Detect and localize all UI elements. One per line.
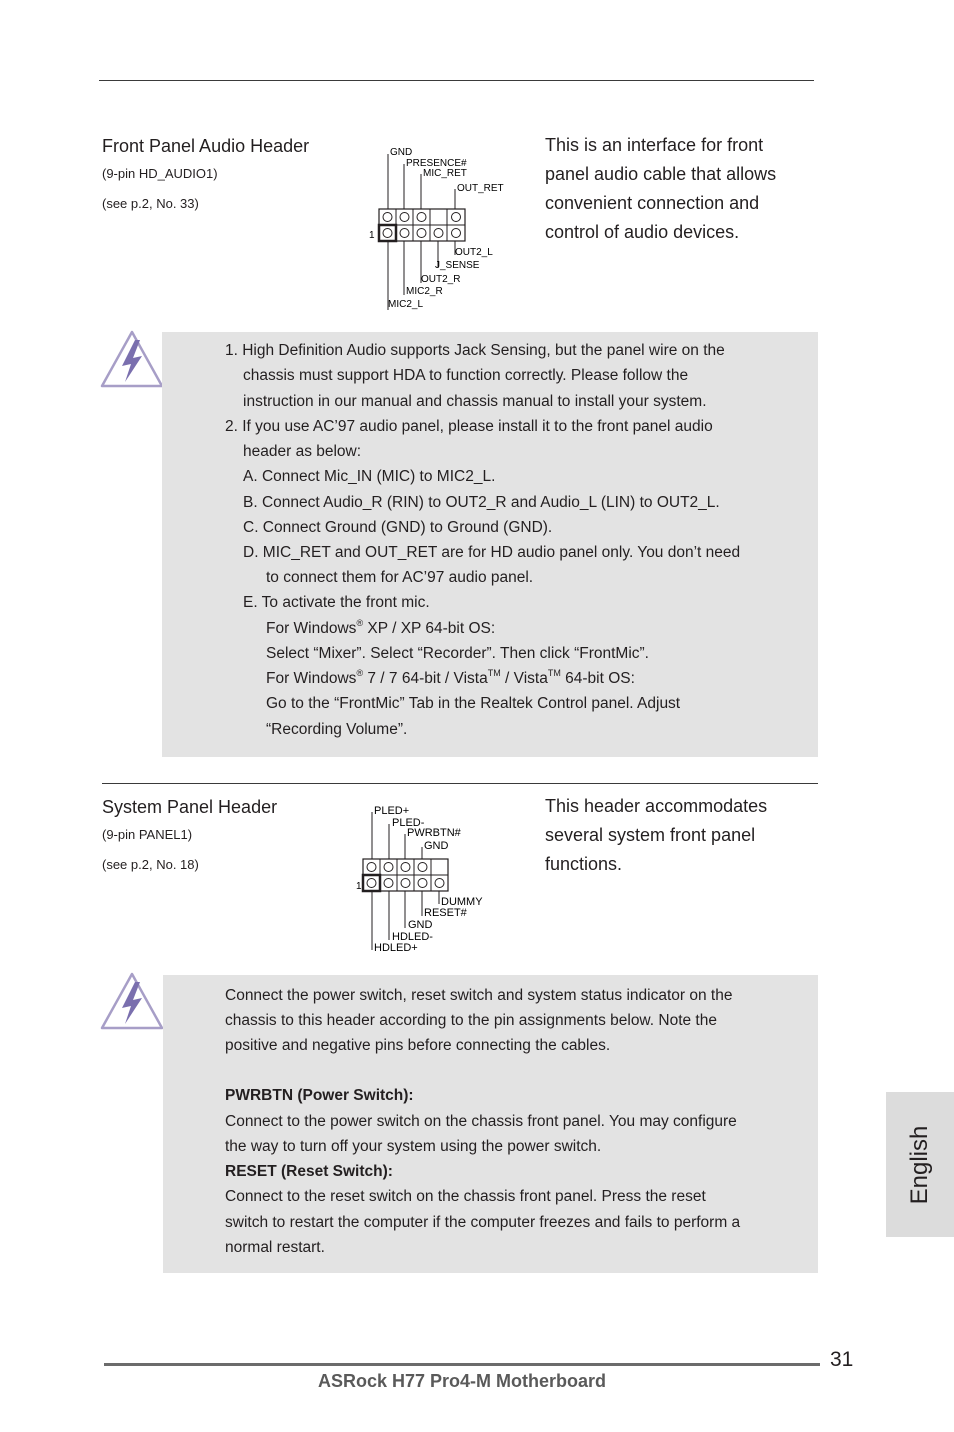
system-header-pins: (9-pin PANEL1) [102,827,193,842]
system-header-ref: (see p.2, No. 18) [102,857,199,872]
note1-line: “Recording Volume”. [266,721,408,738]
audio-header-pins: (9-pin HD_AUDIO1) [102,166,218,181]
audio-header-ref: (see p.2, No. 33) [102,196,199,211]
system-header-description: This header accommodates several system front panel functions. [545,796,768,874]
diagram-label-pled-plus: PLED+ [374,805,410,817]
side-tab-label: English [906,1125,933,1204]
audio-pin1-label: 1 [369,230,375,241]
section-rule [102,783,818,784]
note1-line: 2. If you use AC’97 audio panel, please install it to the front panel audio [225,418,713,435]
audio-header-title: Front Panel Audio Header [102,136,310,156]
diagram-label-presence: PRESENCE# [406,158,467,169]
note1-line: E. To activate the front mic. [243,594,430,611]
diagram-label-reset: RESET# [424,907,467,919]
diagram-label-mic-ret: MIC_RET [423,168,467,179]
system-header-title: System Panel Header [102,797,278,817]
diagram-label-dummy: DUMMY [441,896,483,908]
top-rule [99,80,814,81]
note2-line: Connect to the reset switch on the chassis front panel. Press the reset [225,1188,706,1205]
note1-line: to connect them for AC’97 audio panel. [266,569,534,586]
diagram-label-out2-r: OUT2_R [421,274,461,285]
diagram-label-out2-l: OUT2_L [455,247,493,258]
diagram-label-gnd: GND [390,147,413,158]
note1-line: 1. High Definition Audio supports Jack Sensing, but the panel wire on the [225,342,725,359]
note1-line: Go to the “FrontMic” Tab in the Realtek Control panel. Adjust [266,695,681,712]
note1-line: B. Connect Audio_R (RIN) to OUT2_R and Audio_L (LIN) to OUT2_L. [243,494,720,511]
note1-line: A. Connect Mic_IN (MIC) to MIC2_L. [243,468,496,485]
note1-line: chassis must support HDA to function correctly. Please follow the [243,367,689,384]
warning-icon [100,970,164,1032]
footer-rule [104,1363,820,1366]
note1-line: For Windows® 7 / 7 64-bit / Vista™ / Vista™ 64-bit OS: [266,667,635,687]
warning-icon [100,328,164,390]
note2-line: Connect to the power switch on the chassis front panel. You may configure [225,1113,737,1130]
diagram-label-gnd: GND [424,840,449,852]
diagram-label-j-sense: J_SENSE [435,260,480,271]
note1-line: instruction in our manual and chassis manual to install your system. [243,393,707,410]
note2-heading-reset: RESET (Reset Switch): [225,1163,393,1180]
note2-line: the way to turn off your system using the power switch. [225,1138,602,1155]
diagram-label-gnd-bottom: GND [408,919,433,931]
diagram-label-hdled-plus: HDLED+ [374,942,418,954]
language-side-tab [886,1092,954,1237]
note1-line: header as below: [243,443,362,460]
note2-line: positive and negative pins before connecting the cables. [225,1037,611,1054]
system-header-diagram [352,800,492,955]
diagram-label-pled-minus: PLED- [392,817,425,829]
note1-line: C. Connect Ground (GND) to Ground (GND). [243,519,553,536]
diagram-label-hdled-minus: HDLED- [392,931,433,943]
diagram-label-pwrbtn: PWRBTN# [407,827,461,839]
note2-line: chassis to this header according to the pin assignments below. Note the [225,1012,717,1029]
note2-line: Connect the power switch, reset switch and system status indicator on the [225,987,733,1004]
diagram-label-mic2-r: MIC2_R [406,286,443,297]
note2-line: normal restart. [225,1239,325,1256]
note1-line: D. MIC_RET and OUT_RET are for HD audio panel only. You don’t need [243,544,741,561]
system-pin1-label: 1 [356,881,362,892]
audio-header-diagram [360,140,510,315]
page-number: 31 [830,1348,854,1371]
note1-line: For Windows® XP / XP 64-bit OS: [266,617,496,637]
audio-header-description: This is an interface for front panel audio cable that allows convenient connection and control of audio devices. [545,135,777,242]
note2-heading-pwrbtn: PWRBTN (Power Switch): [225,1087,414,1104]
diagram-label-mic2-l: MIC2_L [388,299,424,310]
note2-line: switch to restart the computer if the computer freezes and fails to perform a [225,1214,741,1231]
footer-title: ASRock H77 Pro4-M Motherboard [318,1371,607,1391]
diagram-label-out-ret: OUT_RET [457,183,504,194]
note1-line: Select “Mixer”. Select “Recorder”. Then click “FrontMic”. [266,645,649,662]
